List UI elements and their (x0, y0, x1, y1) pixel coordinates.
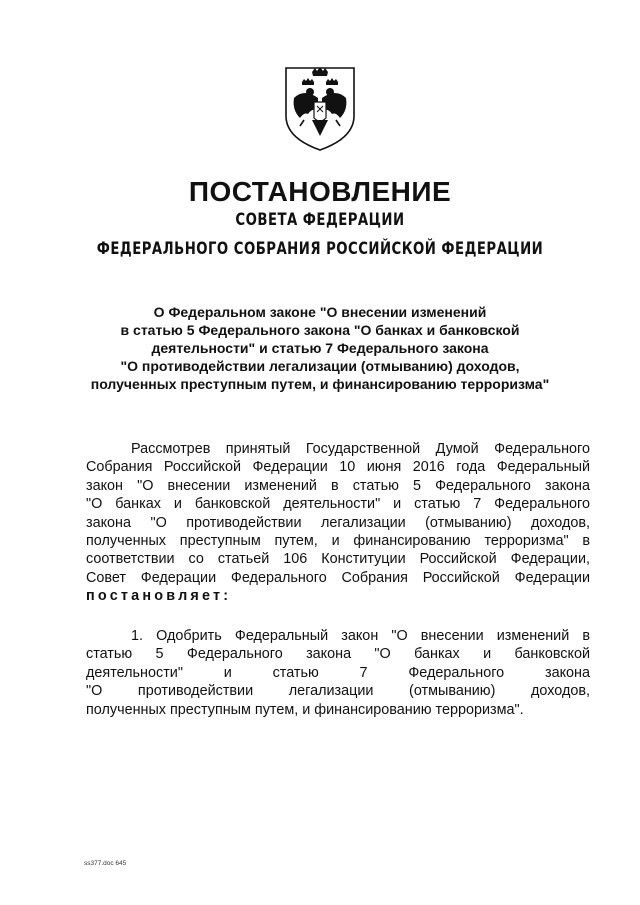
resolution-item-1 (86, 627, 590, 719)
subject-line: полученных преступным путем, и финансированию терроризма" (90, 376, 550, 392)
preamble-paragraph (86, 440, 590, 606)
russian-coat-of-arms-icon (282, 62, 358, 154)
paragraph-line: деятельности" и статью 7 Федерального закона (86, 664, 590, 681)
paragraph-line: полученных преступным путем, и финансированию терроризма" в (86, 533, 590, 550)
paragraph-line: статью 5 Федерального закона "О банках и банковской (86, 646, 590, 663)
paragraph-line: Рассмотрев принятый Государственной Думой Федерального (131, 441, 590, 457)
file-reference: ss377.doc 645 (84, 860, 127, 867)
issuing-body-line2: ФЕДЕРАЛЬНОГО СОБРАНИЯ РОССИЙСКОЙ ФЕДЕРАЦИИ (96, 239, 544, 259)
paragraph-line: закона "О противодействии легализации (отмыванию) доходов, (86, 514, 590, 531)
paragraph-line: "О противодействии легализации (отмыванию) доходов, (86, 683, 590, 700)
subject-line: деятельности" и статью 7 Федерального закона (151, 340, 489, 356)
document-title: ПОСТАНОВЛЕНИЕ (188, 176, 452, 207)
paragraph-line: "О банках и банковской деятельности" и статью 7 Федерального (86, 496, 590, 513)
subject-line: "О противодействии легализации (отмыванию) доходов, (120, 358, 520, 374)
paragraph-line: полученных преступным путем, и финансированию терроризма". (86, 701, 524, 718)
issuing-body-line1: СОВЕТА ФЕДЕРАЦИИ (235, 210, 405, 230)
paragraph-line: 1. Одобрить Федеральный закон "О внесении изменений в (131, 628, 590, 644)
paragraph-line: соответствии со статьей 106 Конституции Российской Федерации, (86, 551, 590, 568)
paragraph-line: Совет Федерации Федерального Собрания Российской Федерации (86, 569, 590, 586)
subject-line: О Федеральном законе "О внесении изменений (153, 304, 487, 320)
document-subject (40, 303, 600, 393)
paragraph-line: закон "О внесении изменений в статью 5 Федерального закона (86, 477, 590, 494)
subject-line: в статью 5 Федерального закона "О банках и банковской (120, 322, 520, 338)
paragraph-line: Собрания Российской Федерации 10 июня 2016 года Федеральный (86, 459, 590, 476)
decree-word: постановляет: (86, 588, 232, 605)
